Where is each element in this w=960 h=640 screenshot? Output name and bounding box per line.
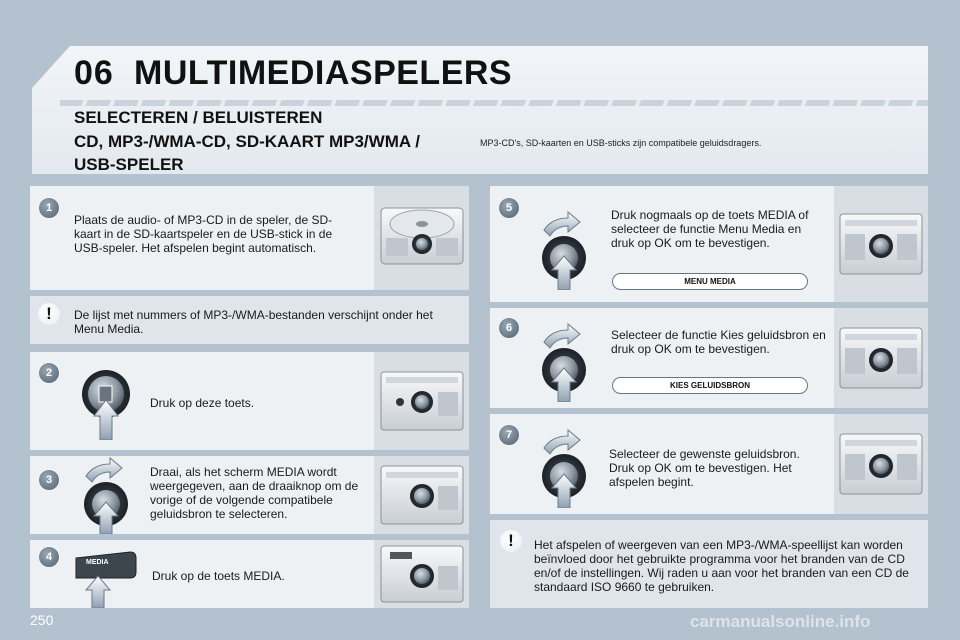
step-7-text: Selecteer de gewenste geluidsbron. Druk op OK om te bevestigen. Het afspelen begint. [609, 447, 800, 489]
media-button-press [72, 548, 138, 608]
chapter-title: MULTIMEDIASPELERS [134, 54, 513, 92]
watermark: carmanualsonline.info [690, 612, 871, 631]
chapter-number: 06 [74, 54, 114, 92]
step-4-text: Druk op de toets MEDIA. [152, 569, 285, 583]
audio-unit-icon [834, 186, 928, 302]
header-rule [60, 100, 928, 106]
step-6-thumbnail [834, 308, 928, 408]
step-1-thumbnail [374, 186, 469, 290]
step-1-text: Plaats de audio- of MP3-CD in de speler, de SD-kaart in de SD-kaartspeler en de USB-stick in de USB-speler. Het afspelen begint automatisch. [74, 213, 333, 255]
step-4-thumbnail [374, 540, 469, 608]
cd-player-icon [374, 186, 469, 290]
warning-icon: ! [38, 303, 60, 325]
step-7-badge: 7 [498, 424, 520, 446]
rotary-knob-turn [76, 456, 140, 534]
step-5-thumbnail [834, 186, 928, 302]
audio-unit-icon [834, 308, 928, 408]
audio-unit-icon [374, 540, 469, 608]
ok-knob-press [534, 208, 598, 290]
page-number: 250 [30, 612, 54, 628]
media-button-label: MEDIA [86, 559, 109, 566]
step-4-badge: 4 [38, 546, 60, 568]
step-3-thumbnail [374, 456, 469, 534]
audio-unit-icon [374, 352, 469, 450]
compatibility-note: MP3-CD's, SD-kaarten en USB-sticks zijn compatibele geluidsdragers. [480, 138, 762, 148]
audio-unit-icon [374, 456, 469, 534]
step-6-text: Selecteer de functie Kies geluidsbron en druk op OK om te bevestigen. [611, 328, 826, 356]
eject-button-press [74, 362, 138, 440]
alert-2-text: Het afspelen of weergeven van een MP3-/WMA-speellijst kan worden beïnvloed door het gebruikte programma voor het branden van de CD en/of de instellingen. Wij raden u aan voor het branden van een CD de standaard ISO 9660 te gebruiken. [534, 538, 909, 594]
kies-geluidsbron-label: KIES GELUIDSBRON [612, 377, 808, 394]
audio-unit-icon [834, 414, 928, 514]
step-7-thumbnail [834, 414, 928, 514]
step-2-text: Druk op deze toets. [150, 396, 255, 410]
section-subtitle-continued: USB-SPELER [74, 155, 184, 174]
step-2-badge: 2 [38, 362, 60, 384]
section-subtitle: CD, MP3-/WMA-CD, SD-KAART MP3/WMA / [74, 132, 420, 151]
step-5-text: Druk nogmaals op de toets MEDIA of selecteer de functie Menu Media en druk op OK om te bevestigen. [611, 208, 809, 250]
step-3-text: Draai, als het scherm MEDIA wordt weergegeven, aan de draaiknop om de vorige of de volgende compatibele geluidsbron te selecteren. [150, 465, 359, 521]
warning-icon: ! [500, 530, 522, 552]
alert-1-text: De lijst met nummers of MP3-/WMA-bestanden verschijnt onder het Menu Media. [74, 308, 433, 336]
step-5-badge: 5 [498, 197, 520, 219]
section-title: SELECTEREN / BELUISTEREN [74, 108, 323, 127]
ok-knob-press [534, 320, 598, 402]
step-1-badge: 1 [38, 197, 60, 219]
menu-media-label: MENU MEDIA [612, 273, 808, 290]
ok-knob-press [534, 426, 598, 508]
step-2-thumbnail [374, 352, 469, 450]
step-6-badge: 6 [498, 317, 520, 339]
step-3-badge: 3 [38, 469, 60, 491]
